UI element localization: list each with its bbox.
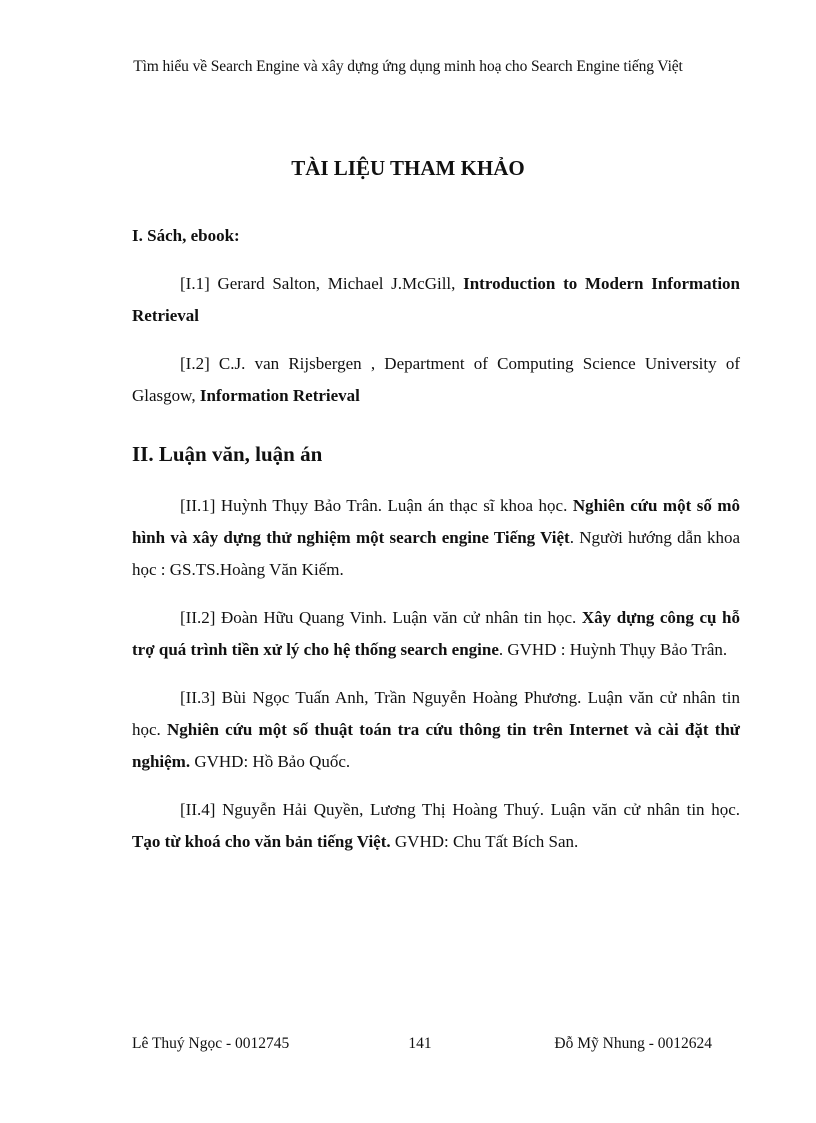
reference-title: Introduction to Modern Information Retrieval bbox=[132, 274, 740, 325]
reference-id: [I.1] bbox=[180, 274, 210, 293]
reference-id: [I.2] bbox=[180, 354, 210, 373]
reference-id: [II.2] bbox=[180, 608, 216, 627]
references-books bbox=[132, 268, 740, 412]
section-heading-books: I. Sách, ebook: bbox=[132, 226, 240, 245]
reference-tail: . GVHD : Huỳnh Thụy Bảo Trân. bbox=[498, 640, 728, 659]
reference-title: Xây dựng công cụ hỗ trợ quá trình tiền xử lý cho hệ thống search engine bbox=[132, 608, 740, 659]
reference-authors: Nguyễn Hải Quyền, Lương Thị Hoàng Thuý. Luận văn cử nhân tin học. bbox=[215, 800, 740, 819]
reference-title: Nghiên cứu một số mô hình và xây dựng thử nghiệm một search engine Tiếng Việt bbox=[132, 496, 740, 547]
footer-author-right: Đỗ Mỹ Nhung - 0012624 bbox=[554, 1035, 712, 1052]
reference-authors: Đoàn Hữu Quang Vinh. Luận văn cử nhân tin học. bbox=[215, 608, 582, 627]
reference-id: [II.4] bbox=[180, 800, 216, 819]
references-theses bbox=[132, 490, 740, 858]
reference-authors: Gerard Salton, Michael J.McGill, bbox=[209, 274, 464, 293]
footer-author-left: Lê Thuý Ngọc - 0012745 bbox=[132, 1035, 290, 1052]
reference-authors: C.J. van Rijsbergen , Department of Computing Science University of Glasgow, bbox=[132, 354, 740, 405]
reference-authors: Huỳnh Thụy Bảo Trân. Luận án thạc sĩ khoa học. bbox=[215, 496, 573, 515]
reference-tail: GVHD: Chu Tất Bích San. bbox=[390, 832, 579, 851]
reference-title: Nghiên cứu một số thuật toán tra cứu thông tin trên Internet và cài đặt thử nghiệm. bbox=[132, 720, 741, 771]
section-heading-theses: II. Luận văn, luận án bbox=[132, 442, 323, 466]
reference-item bbox=[132, 268, 740, 332]
reference-item bbox=[132, 682, 740, 778]
reference-item bbox=[132, 602, 740, 666]
running-header: Tìm hiểu về Search Engine và xây dựng ứng dụng minh hoạ cho Search Engine tiếng Việt bbox=[133, 58, 683, 75]
reference-id: [II.3] bbox=[180, 688, 216, 707]
reference-item bbox=[132, 348, 740, 412]
reference-tail: . Người hướng dẫn khoa học : GS.TS.Hoàng Văn Kiếm. bbox=[132, 528, 741, 579]
reference-authors: Bùi Ngọc Tuấn Anh, Trần Nguyễn Hoàng Phương. Luận văn cử nhân tin học. bbox=[132, 688, 740, 739]
reference-item bbox=[132, 794, 740, 858]
reference-tail: GVHD: Hồ Bảo Quốc. bbox=[190, 752, 351, 771]
page-number: 141 bbox=[408, 1035, 432, 1052]
reference-item bbox=[132, 490, 740, 586]
reference-title: Tạo từ khoá cho văn bản tiếng Việt. bbox=[132, 832, 391, 851]
reference-title: Information Retrieval bbox=[199, 386, 360, 405]
page-title: TÀI LIỆU THAM KHẢO bbox=[291, 156, 525, 180]
reference-id: [II.1] bbox=[180, 496, 216, 515]
